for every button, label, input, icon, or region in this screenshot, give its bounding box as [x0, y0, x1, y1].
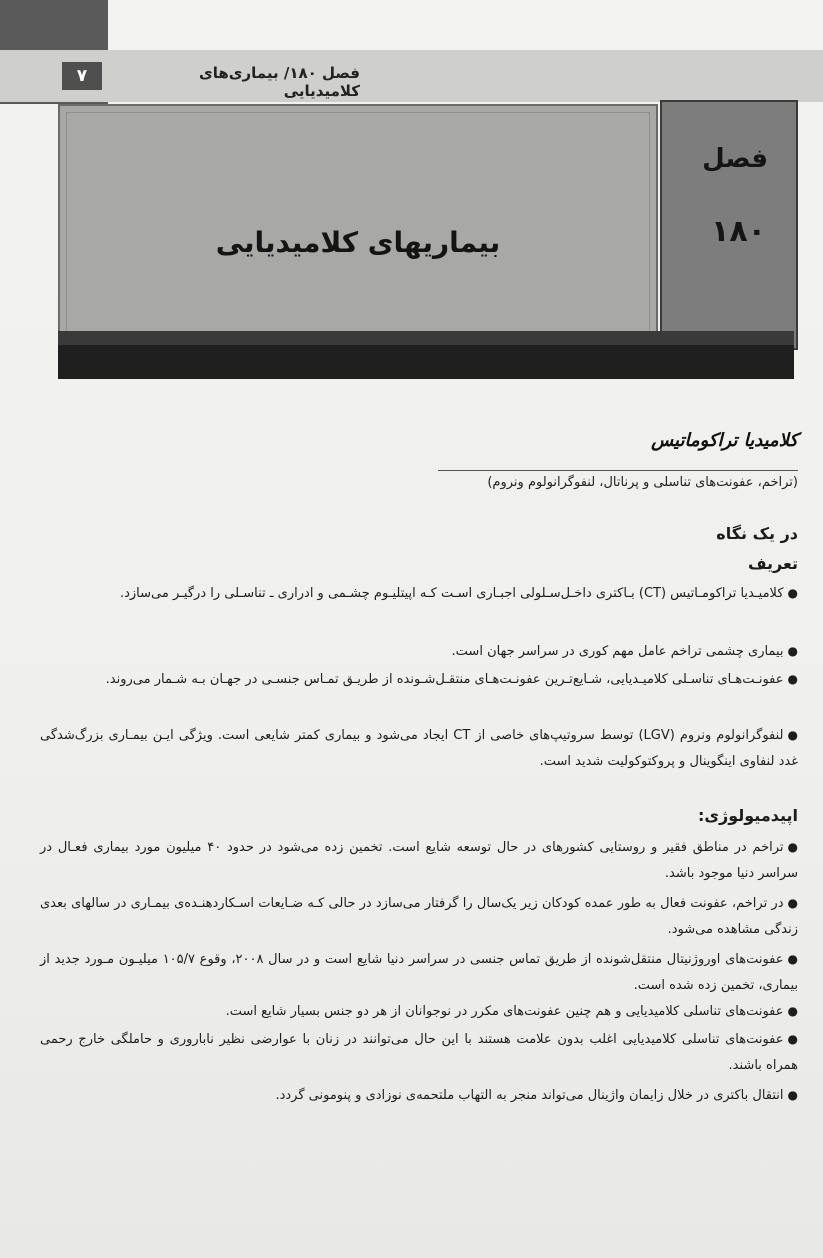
epidemiology-heading: اپیدمیولوژی: [697, 806, 798, 825]
epidemiology-text: در تراخم، عفونت فعال به طور عمده کودکان زیر یک‌سال را گرفتار می‌سازد در حالی کـه ضـایعات اسـکاردهنـده‌ی بیمـاری در سالهای بعدی زندگی مشاهده می‌شود. [40, 896, 798, 937]
epidemiology-item [40, 834, 798, 887]
epidemiology-text: عفونت‌های تناسلی کلامیدیایی اغلب بدون علامت هستند با این حال می‌توانند در زنان با عوارضی نظیر ناباروری و حاملگی خارج رحمی همراه باشند. [40, 1032, 798, 1073]
bullet-icon: ● [787, 644, 798, 658]
section-title: کلامیدیا تراکوماتیس [651, 430, 798, 451]
glance-heading: در یک نگاه [716, 524, 798, 543]
bullet-icon: ● [787, 672, 798, 686]
epidemiology-item [40, 998, 798, 1025]
band-shade [58, 331, 794, 345]
epidemiology-text: عفونت‌های تناسلی کلامیدیایی و هم چنین عفونت‌های مکرر در نوجوانان از هر دو جنس بسیار شایع است. [225, 1004, 784, 1019]
chapter-word: فصل [702, 144, 768, 174]
definition-text: عفونـت‌هـای تناسـلی کلامیـدیایی، شـایع‌تـرین عفونـت‌هـای منتقـل‌شـونده از طریـق تمـاس جنسـی در جهـان بـه شـمار می‌روند. [105, 672, 784, 687]
decorative-band [58, 331, 794, 379]
epidemiology-item [40, 1082, 798, 1109]
epidemiology-item [40, 946, 798, 999]
definition-item [40, 666, 798, 693]
bullet-icon: ● [787, 896, 798, 910]
bullet-icon: ● [787, 728, 798, 742]
epidemiology-item [40, 890, 798, 943]
definition-heading: تعریف [747, 554, 798, 573]
chapter-title: بیماریهای کلامیدیایی [215, 226, 501, 259]
bullet-icon: ● [787, 586, 798, 600]
chapter-label-box [660, 100, 798, 350]
running-title: فصل ۱۸۰/ بیماری‌های کلامیدیایی [199, 64, 360, 100]
bullet-icon: ● [787, 1088, 798, 1102]
epidemiology-text: عفونت‌های اوروژنیتال منتقل‌شونده از طریق تماس جنسی در سراسر دنیا شایع است و در سال ۲۰۰۸، وقوع ۱۰۵/۷ میلیـون مـورد جدید از بیماری، تخمین زده شده است. [40, 952, 798, 993]
epidemiology-item [40, 1026, 798, 1079]
definition-item [40, 580, 798, 607]
chapter-title-box [58, 104, 658, 344]
bullet-icon: ● [787, 1004, 798, 1018]
definition-text: کلامیـدیا تراکومـاتیس (CT) بـاکتری داخـل‌سـلولی اجبـاری اسـت کـه اپیتلیـوم چشـمی و ادراری ـ تناسـلی را درگیـر می‌سازد. [119, 586, 784, 601]
definition-item [40, 638, 798, 665]
epidemiology-text: انتقال باکتری در خلال زایمان واژینال می‌تواند منجر به التهاب ملتحمه‌ی نوزادی و پنومونی گردد. [275, 1088, 784, 1103]
bullet-icon: ● [787, 840, 798, 854]
epidemiology-text: تراخم در مناطق فقیر و روستایی کشورهای در حال توسعه شایع است. تخمین زده می‌شود در حدود ۴۰ میلیون مورد بیماری فعـال در سراسر دنیا موجود باشد. [40, 840, 798, 881]
page-number: ۷ [62, 62, 102, 90]
bullet-icon: ● [787, 1032, 798, 1046]
title-box-inner-border [66, 112, 650, 336]
definition-item [40, 722, 798, 775]
running-header [0, 50, 823, 102]
section-subtitle: (تراخم، عفونت‌های تناسلی و پرناتال، لنفوگرانولوم ونروم) [438, 470, 798, 490]
definition-text: بیماری چشمی تراخم عامل مهم کوری در سراسر جهان است. [451, 644, 784, 659]
definition-text: لنفوگرانولوم ونروم (LGV) توسط سروتیپ‌های خاصی از CT ایجاد می‌شود و بیماری کمتر شایعی است. ویژگی ایـن بیمـاری بزرگ‌شدگی غدد لنفاوی اینگوینال و پروکتوکولیت شدید است. [40, 728, 798, 769]
bullet-icon: ● [787, 952, 798, 966]
chapter-number: ۱۸۰ [711, 214, 766, 249]
